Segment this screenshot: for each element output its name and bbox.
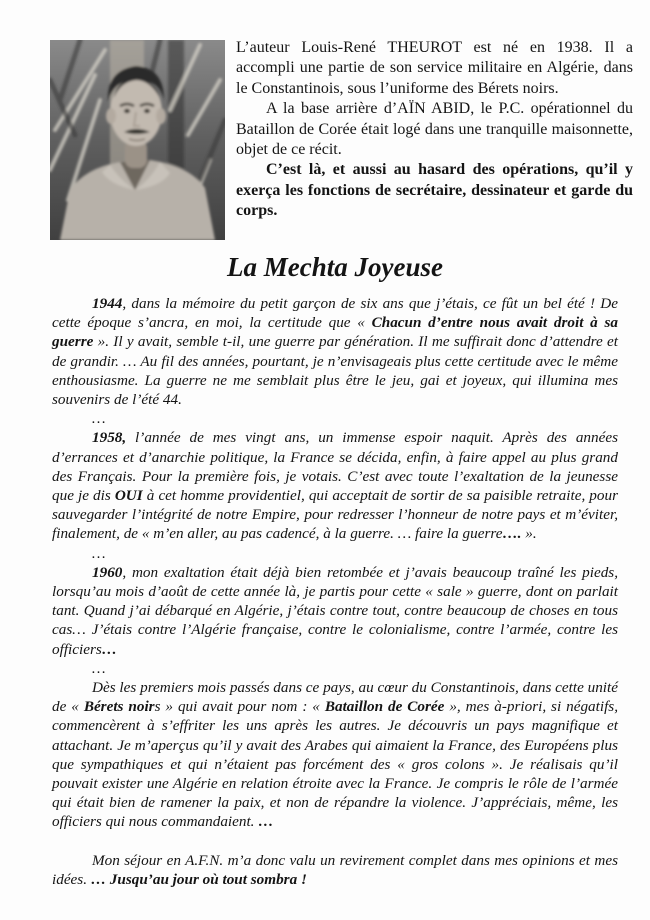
bold-text-run: … Jusqu’au jour où tout sombra ! (90, 870, 307, 888)
page-title: La Mechta Joyeuse (227, 252, 443, 282)
bold-text-run: 1960 (92, 563, 123, 581)
text-run: , dans la mémoire du petit garçon de six ans que j’étais, ce fût un bel été ! De cette époque s’ancra, en moi, la certitude que « (52, 295, 618, 332)
bold-text-run: OUI (114, 487, 143, 505)
text-run: s » qui avait pour nom : « (154, 698, 325, 716)
intro-text-block (236, 38, 633, 222)
text-run: … (92, 659, 106, 677)
text-run: à cet homme providentiel, qui acceptait de sortir de sa paisible retraite, pour sauvegarder l’intégrité de notre Empire, pour redresser l’honneur de notre pays et m’éviter, finalement, de « m’en aller, au pas cadencé, à la guerre. … faire la guerre (52, 487, 618, 543)
paragraph (236, 99, 633, 160)
paragraph (236, 38, 633, 99)
bold-text-run: … (101, 640, 117, 658)
bold-text-run: … (258, 813, 274, 831)
paragraph (52, 678, 618, 832)
bold-text-run: Bérets noir (83, 698, 155, 716)
bold-text-run: C’est là, et aussi au hasard des opérations, qu’il y exerça les fonctions de secrétaire, dessinateur et garde du corps. (236, 161, 633, 220)
text-run: Dès les premiers mois passés dans ce pays, au cœur du Constantinois, dans cette unité de « (52, 679, 618, 716)
paragraph (52, 544, 618, 563)
bold-text-run: 1958, (92, 429, 127, 447)
text-run: , mon exaltation était déjà bien retombée et j’avais beaucoup traîné les pieds, lorsqu’au mois d’août de cette année là, je partis pour cette « sale » guerre, dont on parlait tant. Quand j’ai débarqué en Algérie, j’étais contre tout, contre beaucoup de choses en tous cas… J’étais contre l’Algérie française, contre le colonialisme, contre l’armée, contre les officiers (52, 563, 618, 658)
author-portrait-photo (50, 40, 225, 240)
text-run: », mes à-priori, si négatifs, commencèrent à s’effriter les uns après les autres. Je découvris un pays magnifique et attachant. Je m’aperçus qu’il y avait des Arabes qui aimaient la France, des Européens plus que sympathiques et qui n’étaient pas forcément des « gros colons ». Je réalisais qu’il pouvait exister une Algérie en relation étroite avec la France. Je compris le rôle de l’armée qui était bien de ramener la paix, et non de répandre la violence. J’appréciais, même, les officiers qui nous commandaient. (52, 698, 619, 831)
portrait-photo-illustration (50, 40, 225, 240)
text-run: … (92, 544, 106, 562)
text-run: ». (521, 525, 537, 543)
text-run: A la base arrière d’AÏN ABID, le P.C. opérationnel du Bataillon de Corée était logé dans une tranquille maisonnette, objet de ce récit. (236, 100, 633, 159)
text-run: L’auteur Louis-René THEUROT est né en 1938. Il a accompli une partie de son service militaire en Algérie, dans le Constantinois, sous l’uniforme des Bérets noirs. (236, 39, 633, 97)
bold-text-run: Bataillon de Corée (324, 698, 445, 716)
paragraph (236, 160, 633, 221)
paragraph (52, 294, 618, 409)
bold-text-run: 1944 (92, 295, 123, 312)
paragraph (52, 563, 618, 659)
bold-text-run: Chacun d’entre nous avait droit à sa guerre (52, 314, 618, 351)
text-run: … (92, 410, 106, 428)
paragraph (52, 428, 618, 543)
article-body (52, 294, 618, 889)
text-run: l’année de mes vingt ans, un immense espoir naquit. Après des années d’errances et d’anarchie politique, la France se décida, enfin, à faire appel au plus grand des Français. Pour la première fois, je votais. C’est avec toute l’exaltation de la jeunesse que je dis (52, 429, 618, 505)
text-run: Mon séjour en A.F.N. m’a donc valu un revirement complet dans mes opinions et mes idées. (52, 851, 618, 888)
paragraph (52, 409, 618, 428)
bold-text-run: …. (502, 525, 522, 543)
paragraph (52, 851, 618, 889)
paragraph (52, 659, 618, 678)
text-run: ». Il y avait, semble t-il, une guerre par génération. Il me suffirait donc d’attendre et de grandir. … Au fil des années, pourtant, je n’envisageais plus cette certitude avec le même enthousiasme. La guerre ne me semblait plus être le jeu, gai et joyeux, qui illumina mes souvenirs de l’été 44. (52, 333, 618, 409)
